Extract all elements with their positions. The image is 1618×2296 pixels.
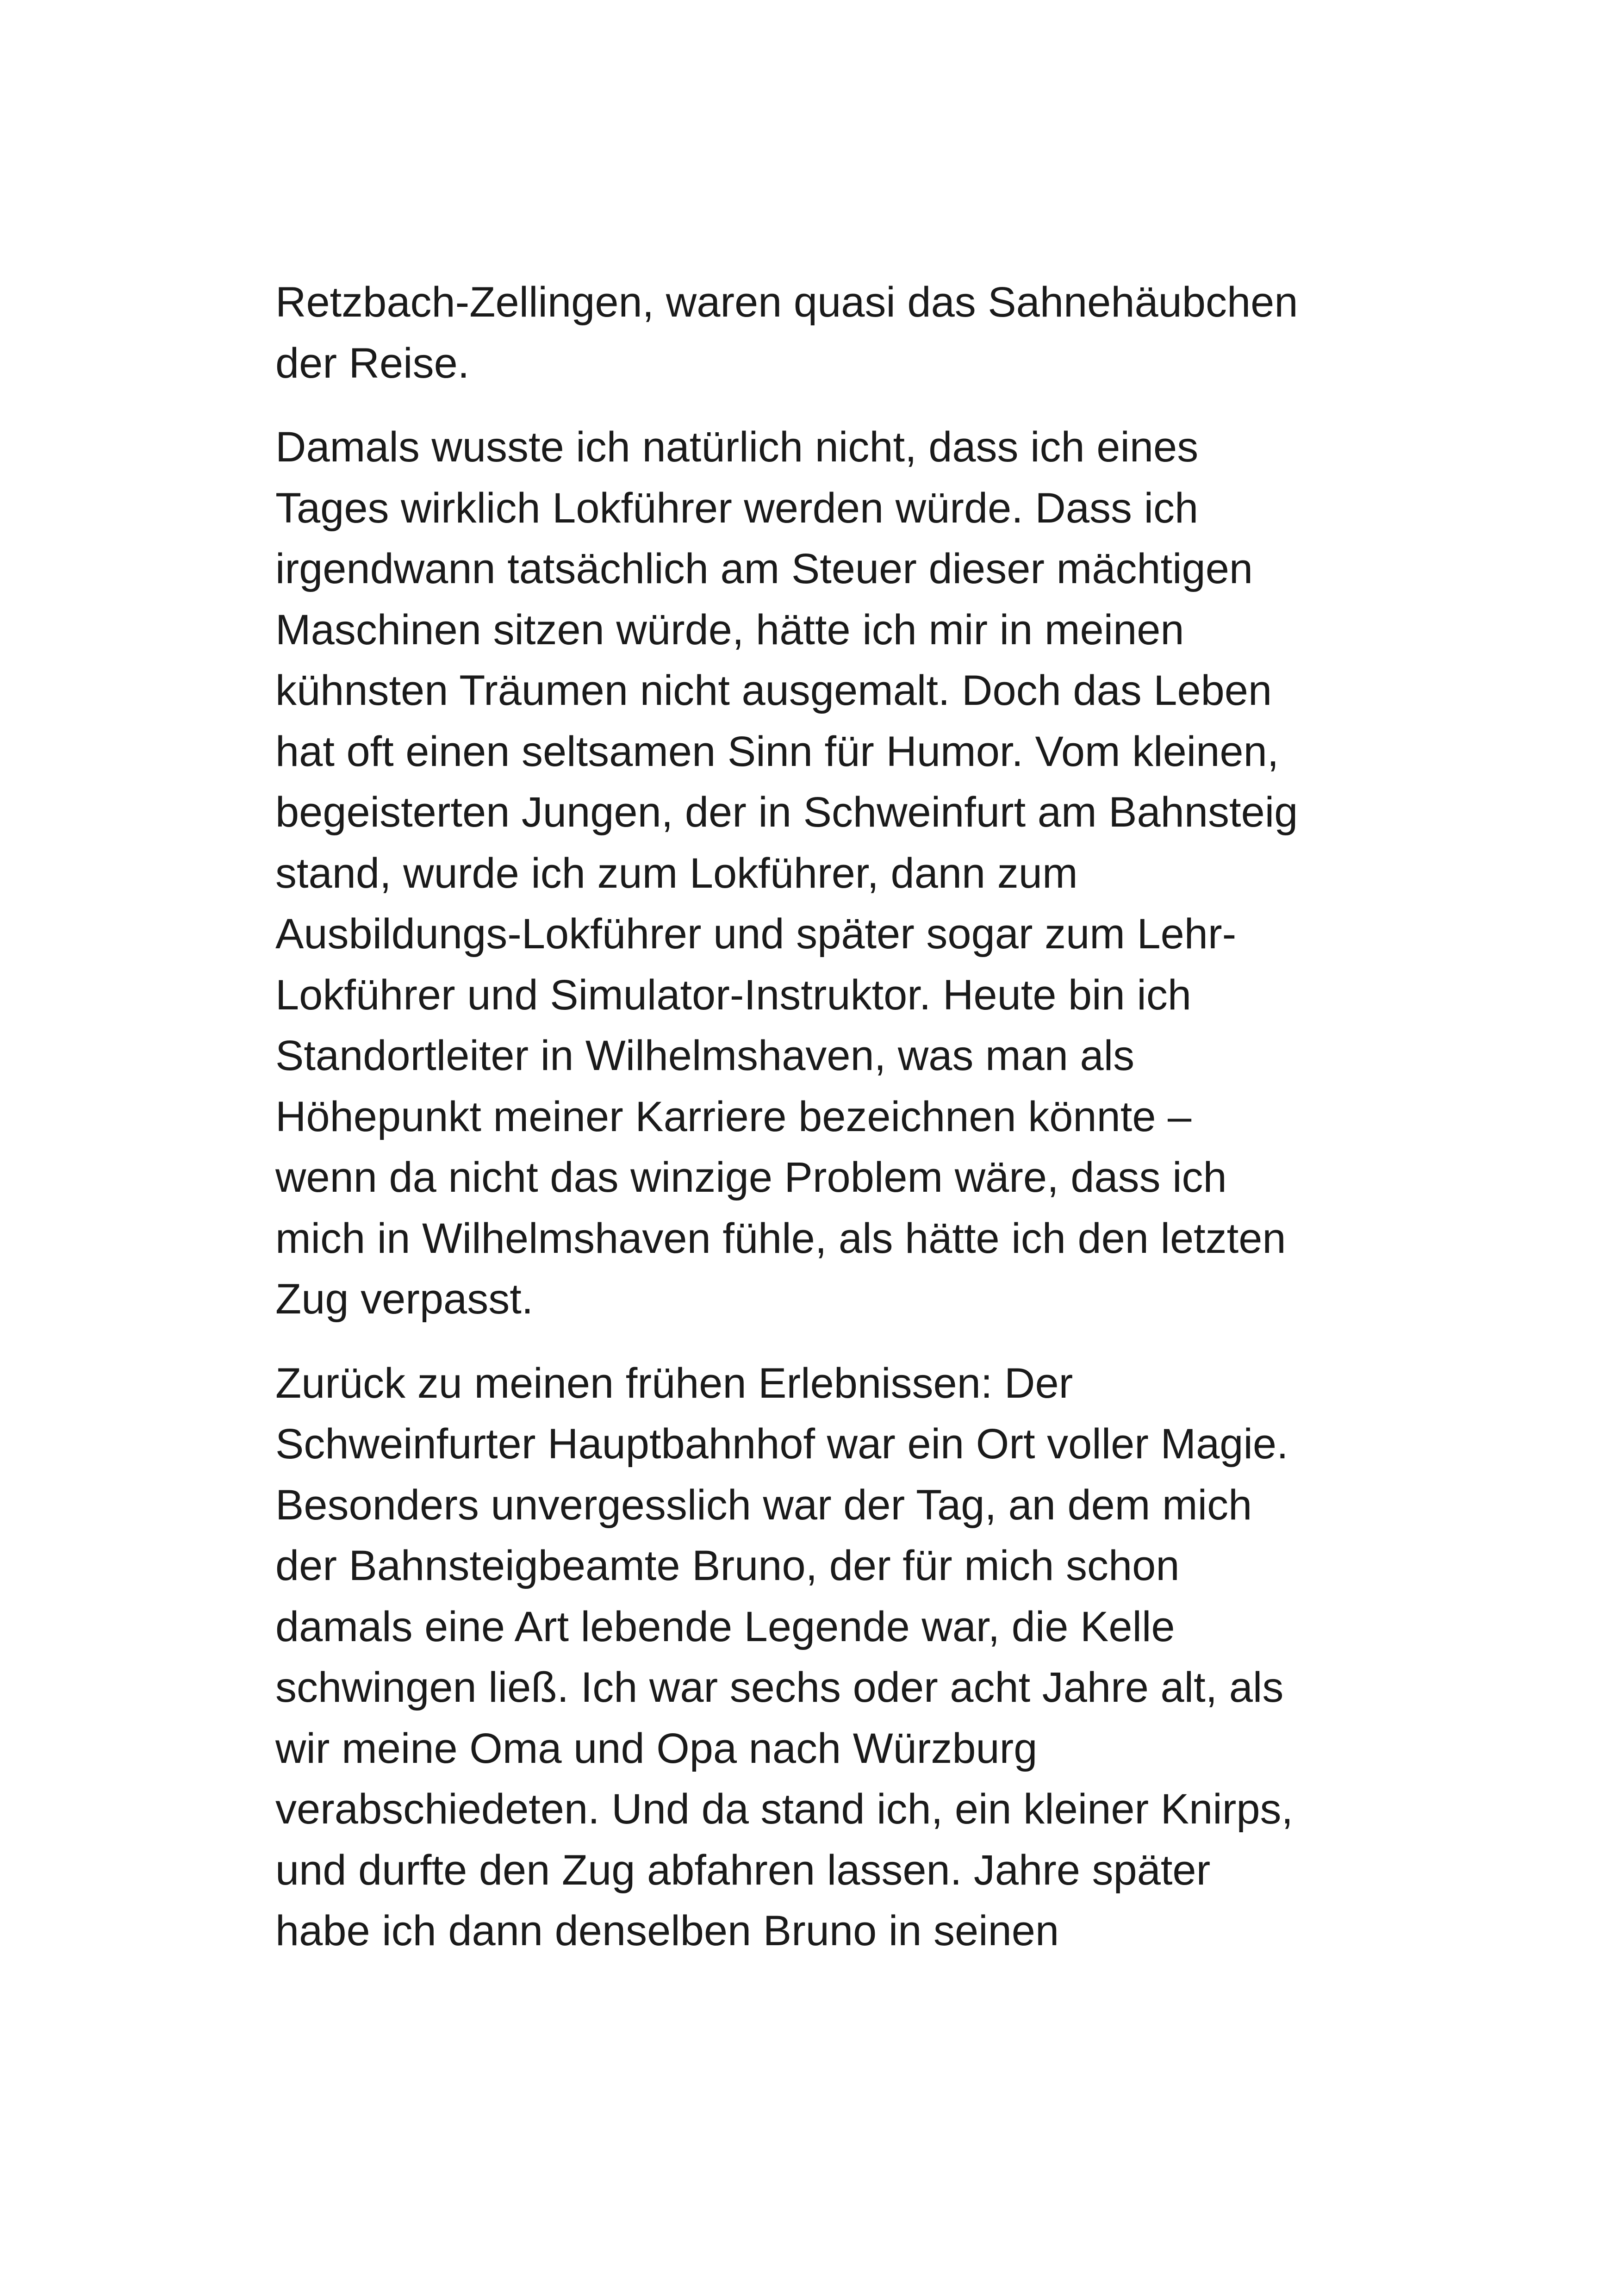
text-line: der Reise. [275,339,470,387]
text-line: mich in Wilhelmshaven fühle, als hätte ich den letzten [275,1214,1286,1262]
text-line: Retzbach-Zellingen, waren quasi das Sahnehäubchen [275,279,1298,326]
text-line: schwingen ließ. Ich war sechs oder acht Jahre alt, als [275,1664,1284,1711]
text-line: Besonders unvergesslich war der Tag, an dem mich [275,1481,1252,1529]
paragraph-3 [275,1353,1368,1962]
text-line: Tages wirklich Lokführer werden würde. Dass ich [275,484,1199,532]
text-line: Schweinfurter Hauptbahnhof war ein Ort voller Magie. [275,1420,1288,1468]
text-line: Maschinen sitzen würde, hätte ich mir in meinen [275,606,1184,653]
text-line: Zug verpasst. [275,1276,534,1323]
text-line: Lokführer und Simulator-Instruktor. Heute bin ich [275,971,1191,1019]
text-line: wenn da nicht das winzige Problem wäre, dass ich [275,1154,1227,1201]
text-line: damals eine Art lebende Legende war, die Kelle [275,1603,1175,1650]
paragraph-2 [275,417,1368,1330]
text-line: und durfte den Zug abfahren lassen. Jahre später [275,1846,1211,1894]
text-line: begeisterten Jungen, der in Schweinfurt am Bahnsteig [275,789,1298,836]
text-line: habe ich dann denselben Bruno in seinen [275,1907,1059,1954]
text-line: Standortleiter in Wilhelmshaven, was man als [275,1032,1135,1079]
paragraph-1 [275,272,1368,394]
text-line: Ausbildungs-Lokführer und später sogar zum Lehr- [275,910,1237,958]
text-line: kühnsten Träumen nicht ausgemalt. Doch das Leben [275,667,1272,714]
text-line: Höhepunkt meiner Karriere bezeichnen könnte – [275,1093,1192,1140]
body-text [275,272,1368,1985]
text-line: Damals wusste ich natürlich nicht, dass ich eines [275,423,1199,471]
text-line: verabschiedeten. Und da stand ich, ein kleiner Knirps, [275,1786,1294,1833]
text-line: Zurück zu meinen frühen Erlebnissen: Der [275,1359,1073,1407]
text-line: irgendwann tatsächlich am Steuer dieser mächtigen [275,545,1253,592]
text-line: der Bahnsteigbeamte Bruno, der für mich schon [275,1542,1180,1589]
text-line: hat oft einen seltsamen Sinn für Humor. Vom kleinen, [275,728,1279,775]
text-line: wir meine Oma und Opa nach Würzburg [275,1724,1038,1772]
text-line: stand, wurde ich zum Lokführer, dann zum [275,849,1078,897]
